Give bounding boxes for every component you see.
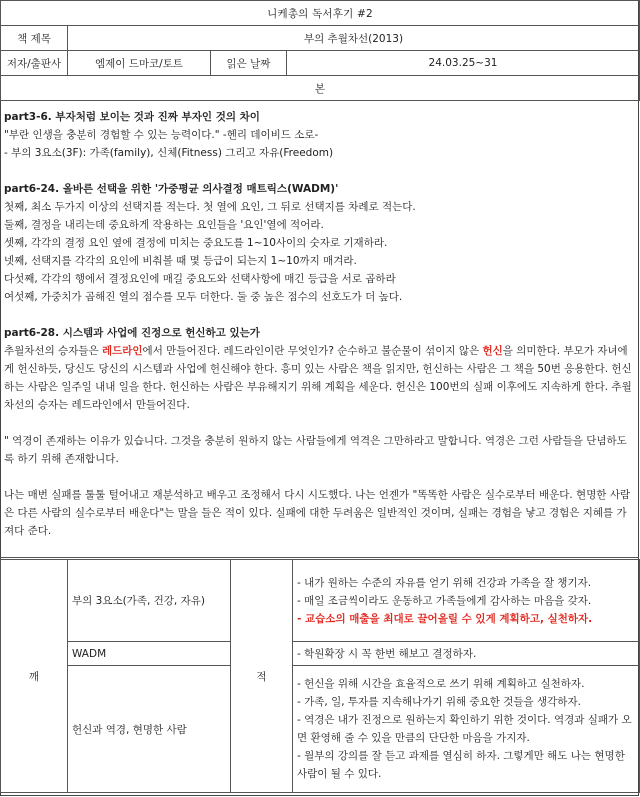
read-date-label: 읽은 날짜 [211,51,287,76]
highlight-redline: 레드라인 [101,345,143,357]
document-title: 니케총의 독서후기 #2 [1,1,640,26]
reflection-topic: 헌신과 역경, 현명한 사람 [68,666,231,793]
body-line: 넷째, 선택지를 각각의 요인에 비춰볼 때 몇 등급이 되는지 1~10까지 매겨라. [4,255,357,267]
body-content [0,98,639,558]
reflection-table [0,559,640,793]
action-item: - 학원확장 시 꼭 한번 해보고 결정하자. [297,647,477,660]
action-item: - 매일 조금씩이라도 운동하고 가족들에게 감사하는 마음을 갖자. [297,594,592,607]
reflection-actions [293,560,640,642]
body-line: 둘째, 결정을 내리는데 중요하게 작용하는 요인들을 '요인'열에 적어라. [4,219,324,231]
section-title-part6-24: part6-24. 올바른 선택을 위한 '가중평균 의사결정 매트릭스(WADM)' [4,183,339,195]
body-paragraph: 나는 매번 실패를 툴툴 털어내고 재분석하고 배우고 조정해서 다시 시도했다. 나는 언젠가 "똑똑한 사람은 실수로부터 배운다. 현명한 사람은 다른 사람의 실수로부터 배운다"는 말을 들은 적이 있다. 실패에 대한 두려움은 일반적인 것이며, 실패는 경험을 낳고 경험은 지혜를 가져다 준다. [4,489,631,537]
text-run: 을 의미한다. 부모가 자녀에게 헌신하듯, 당신도 당신의 시스템과 사업에 헌신해야 한다. 흥미 있는 사람은 책을 읽지만, 헌신하는 사람은 그 책을 50번 응용한다. 헌신하는 사람은 일주일 내내 일을 한다. 헌신하는 사람은 부유해지기 위해 계획을 세운다. 헌신은 100번의 실패 이후에도 지속하게 한다. 추월차선의 승자는 레드라인에서 만들어진다. [4,345,632,411]
header-table [0,0,640,101]
application-label: 적 [231,560,293,793]
reflection-topic: 부의 3요소(가족, 건강, 자유) [68,560,231,642]
reflection-actions [293,642,640,666]
body-line: "부란 인생을 충분히 경험할 수 있는 능력이다." -헨리 데이비드 소로- [4,129,319,141]
book-title-label: 책 제목 [1,26,68,51]
reflection-actions [293,666,640,793]
action-item: - 내가 원하는 수준의 자유를 얻기 위해 건강과 가족을 잘 챙기자. [297,576,592,589]
realization-label: 깨 [1,560,68,793]
action-item-highlight: - 교습소의 매출을 최대로 끌어올릴 수 있게 계획하고, 실천하자. [297,612,593,625]
book-title: 부의 추월차선(2013) [68,26,640,51]
body-line: - 부의 3요소(3F): 가족(family), 신체(Fitness) 그리고 자유(Freedom) [4,147,334,159]
text-run: 추월차선의 승자들은 [4,345,102,357]
author-label: 저자/출판사 [1,51,68,76]
body-paragraph: " 역경이 존재하는 이유가 있습니다. 그것을 충분히 원하지 않는 사람들에게 역격은 그만하라고 말합니다. 역경은 그런 사람들을 단념하도록 하기 위해 존재합니다. [4,435,627,465]
body-paragraph [4,342,635,414]
section-title-part6-28: part6-28. 시스템과 사업에 진정으로 헌신하고 있는가 [4,327,260,339]
action-item: - 헌신을 위해 시간을 효율적으로 쓰기 위해 계획하고 실천하자. [297,678,585,690]
section-title-part3-6: part3-6. 부자처럼 보이는 것과 진짜 부자인 것의 차이 [4,111,260,123]
author-value: 엠제이 드마코/토트 [68,51,211,76]
body-line: 첫째, 최소 두가지 이상의 선택지를 적는다. 첫 열에 요인, 그 뒤로 선택지를 차례로 적는다. [4,201,416,213]
body-section-label: 본 [1,76,640,101]
text-run: 에서 만들어진다. 레드라인이란 무엇인가? 순수하고 불순물이 섞이지 않은 [142,345,483,357]
highlight-devotion: 헌신 [482,345,503,357]
body-line: 다섯째, 각각의 행에서 결정요인에 매길 중요도와 선택사항에 매긴 등급을 서로 곱하라 [4,273,396,285]
action-item: - 역경은 내가 진정으로 원하는지 확인하기 위한 것이다. 역경과 실패가 오면 환영해 줄 수 있을 만큼의 단단한 마음을 가지자. [297,714,632,744]
read-date-value: 24.03.25~31 [287,51,640,76]
body-line: 여섯째, 가중치가 곱해진 열의 점수를 모두 더한다. 둘 중 높은 점수의 선호도가 더 높다. [4,291,403,303]
action-item: - 월부의 강의를 잘 듣고 과제를 열심히 하자. 그렇게만 해도 나는 현명한 사람이 될 수 있다. [297,750,625,780]
action-item: - 가족, 일, 투자를 지속해나가기 위해 중요한 것들을 생각하자. [297,696,581,708]
body-line: 셋째, 각각의 결정 요인 옆에 결정에 미치는 중요도를 1~10사이의 숫자로 기재하라. [4,237,388,249]
reflection-topic: WADM [68,642,231,666]
